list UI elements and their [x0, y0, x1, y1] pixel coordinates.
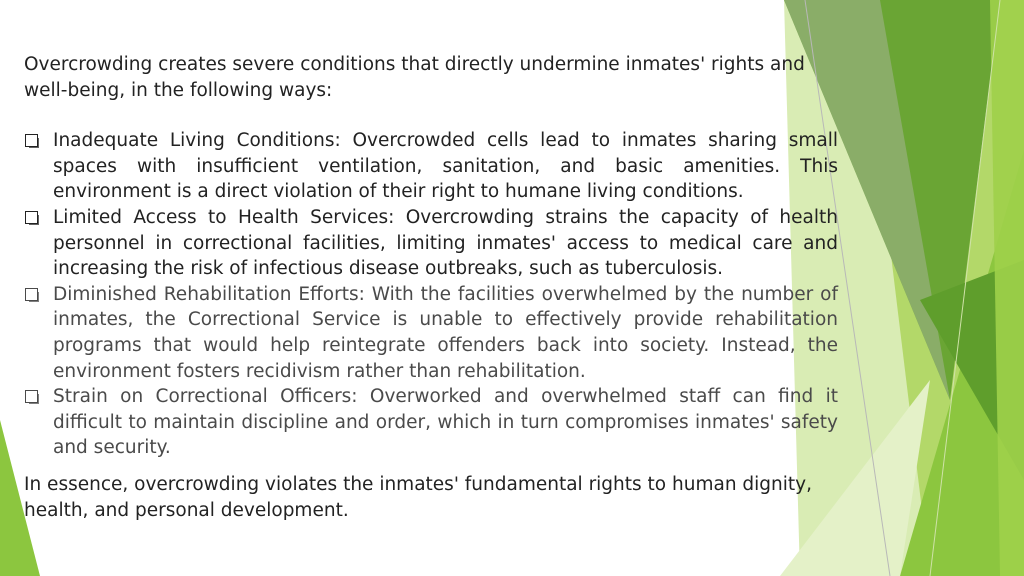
intro-paragraph: Overcrowding creates severe conditions that directly undermine inmates' rights and well-being, in the following ways:	[24, 54, 805, 101]
checkbox-bullet-icon	[25, 211, 38, 224]
slide-content	[24, 52, 838, 523]
checkbox-bullet-icon	[25, 288, 38, 301]
bullet-item-correctional-officers	[24, 384, 838, 461]
bullet-text: Inadequate Living Conditions: Overcrowded cells lead to inmates sharing small spaces with insufficient ventilation, sanitation, and basic amenities. This environment is a direct violation of their right to humane living conditions.	[53, 130, 838, 203]
conclusion-paragraph: In essence, overcrowding violates the inmates' fundamental rights to human dignity, health, and personal development.	[24, 473, 812, 521]
bullet-item-health-services	[24, 205, 838, 282]
checkbox-bullet-icon	[25, 134, 38, 147]
bullet-item-rehabilitation	[24, 282, 838, 384]
bullet-item-living-conditions	[24, 128, 838, 205]
bullet-text: Limited Access to Health Services: Overcrowding strains the capacity of health personnel in correctional facilities, limiting inmates' access to medical care and increasing the risk of infectious disease outbreaks, such as tuberculosis.	[53, 206, 838, 280]
bullet-list	[24, 128, 838, 461]
checkbox-bullet-icon	[25, 390, 38, 403]
bullet-text: Diminished Rehabilitation Efforts: With the facilities overwhelmed by the number of inmates, the Correctional Service is unable to effectively provide rehabilitation programs that would help reintegrate offenders back into society. Instead, the environment fosters recidivism rather than rehabilitation.	[53, 283, 838, 382]
bullet-text: Strain on Correctional Officers: Overworked and overwhelmed staff can find it difficult to maintain discipline and order, which in turn compromises inmates' safety and security.	[53, 386, 838, 459]
